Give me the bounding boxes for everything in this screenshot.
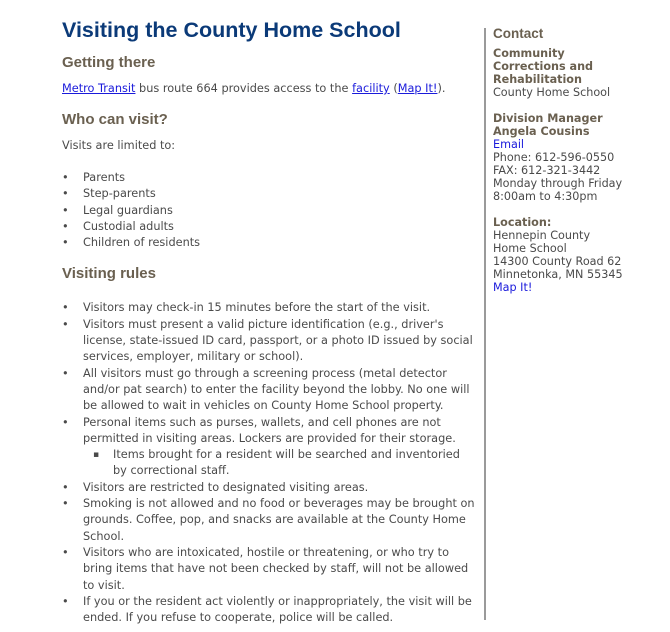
paren-open-text: ( [389, 82, 398, 95]
visits-limited-text: Visits are limited to: [62, 139, 176, 152]
org-name-line: Corrections and [493, 60, 594, 73]
hours-time-text: 8:00am to 4:30pm [493, 190, 598, 203]
list-item: • Smoking is not allowed and no food or beverages may be brought on grounds. Coffee, pop, and snacks are available at the County Home School. [62, 496, 478, 545]
address-line: 14300 County Road 62 [493, 255, 622, 268]
address-line: Minnetonka, MN 55345 [493, 268, 623, 281]
visitor-types-list [62, 170, 482, 251]
org-unit-line: County Home School [493, 86, 611, 99]
hours-days-text: Monday through Friday [493, 177, 623, 190]
getting-there-paragraph [62, 81, 482, 97]
list-item: • Visitors may check-in 15 minutes before the start of the visit. [62, 300, 478, 316]
contact-sidebar [493, 26, 668, 294]
email-link[interactable]: Email [493, 138, 525, 151]
manager-title: Division Manager [493, 112, 603, 125]
org-name-line: Rehabilitation [493, 73, 582, 86]
list-item: • Legal guardians [62, 203, 482, 219]
list-item: • Visitors must present a valid picture identification (e.g., driver's license, state-issued ID card, passport, or a photo ID issued by social services, employer, military or school). [62, 317, 478, 366]
location-block [493, 216, 668, 294]
sidebar-map-it-link[interactable]: Map It! [493, 281, 533, 294]
sidebar-divider [484, 28, 486, 620]
list-item: • Custodial adults [62, 219, 482, 235]
list-item: • If you or the resident act violently or inappropriately, the visit will be ended. If you refuse to cooperate, police will be called. [62, 594, 478, 627]
list-item: • Step-parents [62, 186, 482, 202]
sub-list [83, 447, 478, 480]
location-label: Location: [493, 216, 552, 229]
phone-text: Phone: 612-596-0550 [493, 151, 615, 164]
contact-heading: Contact [493, 26, 544, 41]
org-name-line: Community [493, 47, 565, 60]
list-item: • Visitors are restricted to designated visiting areas. [62, 480, 478, 496]
list-item: • Parents [62, 170, 482, 186]
who-can-visit-heading: Who can visit? [62, 111, 168, 128]
metro-transit-link[interactable]: Metro Transit [62, 82, 136, 95]
fax-text: FAX: 612-321-3442 [493, 164, 601, 177]
org-block [493, 47, 668, 99]
list-item: • Visitors who are intoxicated, hostile or threatening, or who try to bring items that have not been checked by staff, will not be allowed to visit. [62, 545, 478, 594]
visiting-rules-heading: Visiting rules [62, 265, 156, 283]
getting-there-heading: Getting there [62, 54, 156, 71]
address-line: Hennepin County [493, 229, 591, 242]
list-item-text: Personal items such as purses, wallets, and cell phones are not permitted in visiting areas. Lockers are provided for their storage. [83, 415, 456, 445]
address-line: Home School [493, 242, 567, 255]
list-item: • All visitors must go through a screening process (metal detector and/or pat search) to enter the facility beyond the lobby. No one will be allowed to wait in vehicles on County Home School property. [62, 366, 478, 415]
visiting-rules-list [62, 300, 482, 626]
page-title: Visiting the County Home School [62, 18, 401, 42]
manager-block [493, 112, 668, 203]
paren-close-text: ). [437, 82, 446, 95]
list-item: • Children of residents [62, 235, 482, 251]
map-it-link[interactable]: Map It! [397, 82, 438, 95]
sub-list-item: ▪ Items brought for a resident will be searched and inventoried by correctional staff. [83, 447, 468, 480]
manager-name: Angela Cousins [493, 125, 590, 138]
main-content [62, 16, 482, 626]
list-item [62, 415, 478, 480]
bus-route-text: bus route 664 provides access to the [135, 82, 353, 95]
facility-link[interactable]: facility [352, 82, 390, 95]
